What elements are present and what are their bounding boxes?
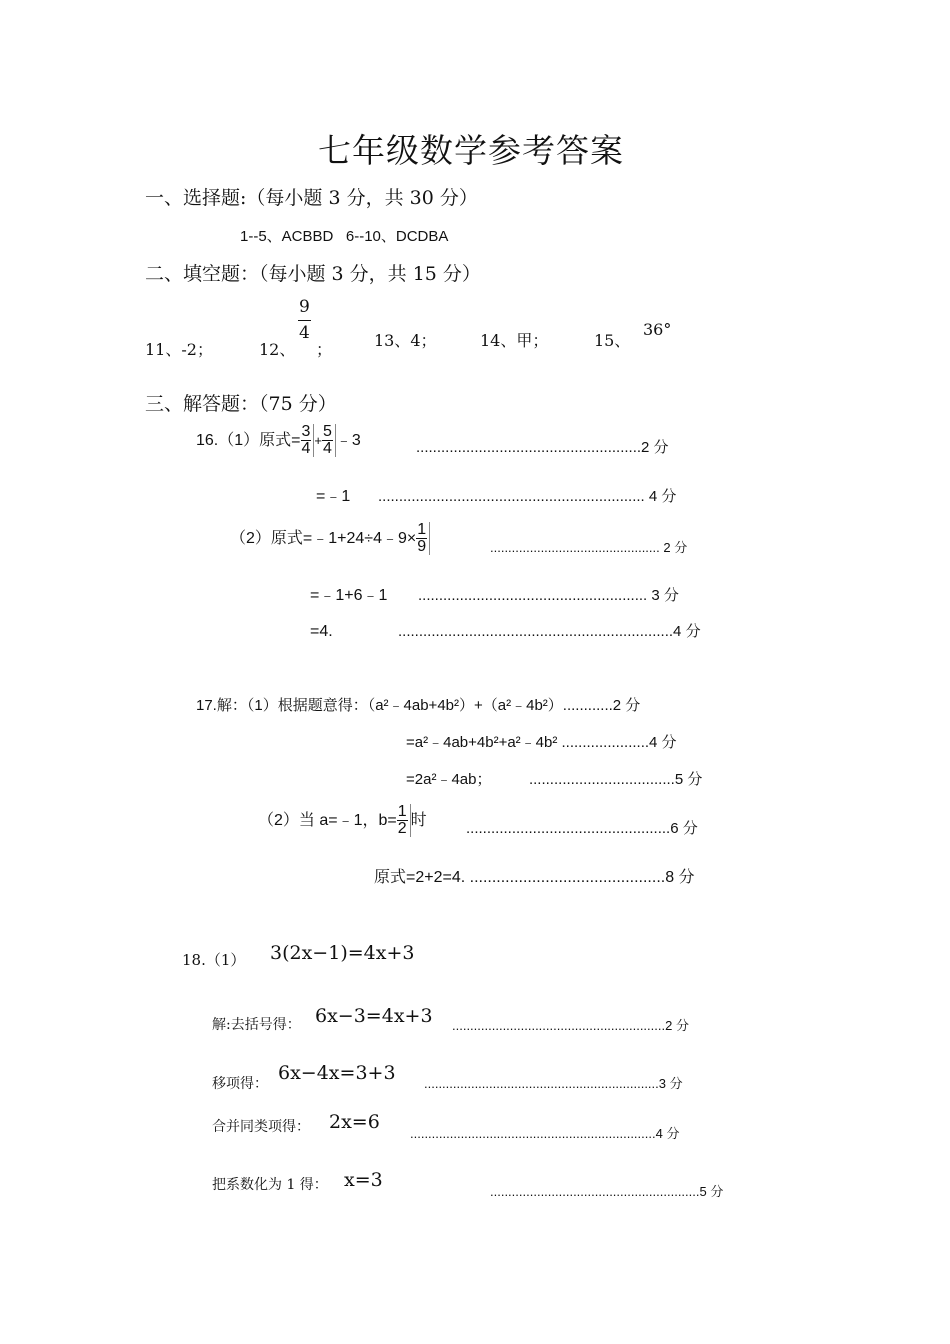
fraction-numerator: 1 <box>397 803 407 820</box>
q16-part1-step2: =﹣1 <box>316 488 351 505</box>
q17-line1: 17.解：（1）根据题意得：（a²﹣4ab+4b²）+（a²﹣4b²）............2 分 <box>196 697 641 714</box>
q18-step4-score: ..........................................................5 分 <box>490 1184 724 1199</box>
section3-heading: 三、解答题：（75 分） <box>145 393 337 415</box>
fraction-denominator: 2 <box>397 820 407 837</box>
fraction-1-2 <box>397 804 411 837</box>
q16-part2-step3: =4. <box>310 623 333 640</box>
q18-step4-equation: x=3 <box>344 1169 383 1191</box>
fraction-denominator: 4 <box>301 440 311 457</box>
q16-part1-prefix: 16.（1）原式= <box>196 431 301 449</box>
q18-step2-score: .................................................................3 分 <box>424 1076 683 1091</box>
q17-part2-result: 原式=2+2=4. ............................................8 分 <box>374 869 695 886</box>
q18-step2-label: 移项得： <box>212 1076 268 1092</box>
q16-part2-step2: =﹣1+6﹣1 <box>310 587 388 604</box>
plus-sign: + <box>314 433 322 448</box>
q18-step3-label: 合并同类项得： <box>212 1119 310 1135</box>
q18-step4-label: 把系数化为 1 得： <box>212 1177 328 1193</box>
fraction-numerator: 5 <box>323 423 332 440</box>
q16-part1-line <box>196 424 361 457</box>
answer-15-label: 15、 <box>594 331 631 350</box>
q16-part1-step2-score: ................................................................ 4 分 <box>378 488 677 505</box>
page-title: 七年级数学参考答案 <box>318 131 624 170</box>
q17-part2-score: .................................................6 分 <box>466 820 698 837</box>
q18-step3-equation: 2x=6 <box>329 1111 380 1133</box>
q17-line2: =a²﹣4ab+4b²+a²﹣4b² .....................4 分 <box>406 734 677 751</box>
q16-part2-step3-score: ..................................................................4 分 <box>398 623 701 640</box>
section1-answers: 1--5、ACBBD 6--10、DCDBA <box>240 228 449 245</box>
answer-12-label: 12、 <box>259 340 296 359</box>
q16-part1-score: ......................................................2 分 <box>416 439 669 456</box>
answer-11: 11、-2； <box>145 340 213 359</box>
fraction-3-4 <box>301 424 315 457</box>
q18-step3-score: ....................................................................4 分 <box>410 1126 680 1141</box>
q18-step1-score: ...........................................................2 分 <box>452 1018 689 1033</box>
answer-15-value: 36° <box>643 320 672 339</box>
q18-step1-label: 解:去括号得： <box>212 1017 301 1033</box>
q16-part2-step2-score: ....................................................... 3 分 <box>418 587 679 604</box>
fraction-numerator: 3 <box>301 423 311 440</box>
q18-label: 18.（1） <box>182 951 246 969</box>
q18-step2-equation: 6x−4x=3+3 <box>278 1062 396 1084</box>
fraction-5-4 <box>322 424 336 457</box>
answer-14: 14、甲； <box>480 331 549 350</box>
q17-part2-suffix: 时 <box>410 811 427 829</box>
section2-heading: 二、填空题：（每小题 3 分，共 15 分） <box>145 263 481 285</box>
fraction-1-9 <box>416 522 430 555</box>
answer-13: 13、4； <box>374 331 437 350</box>
fraction-numerator: 9 <box>299 297 310 317</box>
q16-part2-prefix: （2）原式=﹣1+24÷4﹣9× <box>230 529 417 547</box>
q16-part1-suffix: ﹣3 <box>335 431 361 449</box>
section1-heading: 一、选择题:（每小题 3 分，共 30 分） <box>145 187 478 209</box>
q18-equation: 3(2x−1)=4x+3 <box>270 942 415 964</box>
q16-part2-score: ............................................... 2 分 <box>490 540 688 555</box>
q17-part2-prefix: （2）当 a=﹣1，b= <box>258 811 397 829</box>
answer-12-suffix: ； <box>316 340 333 359</box>
q17-line3: =2a²﹣4ab； ...................................5 分 <box>406 771 703 788</box>
answer-12-fraction <box>298 299 311 342</box>
q17-part2-line <box>258 804 427 837</box>
q18-step1-equation: 6x−3=4x+3 <box>315 1005 433 1027</box>
fraction-numerator: 1 <box>417 521 427 538</box>
fraction-denominator: 4 <box>323 440 332 457</box>
q16-part2-line <box>230 522 430 555</box>
fraction-denominator: 9 <box>417 538 427 555</box>
fraction-denominator: 4 <box>298 320 311 342</box>
